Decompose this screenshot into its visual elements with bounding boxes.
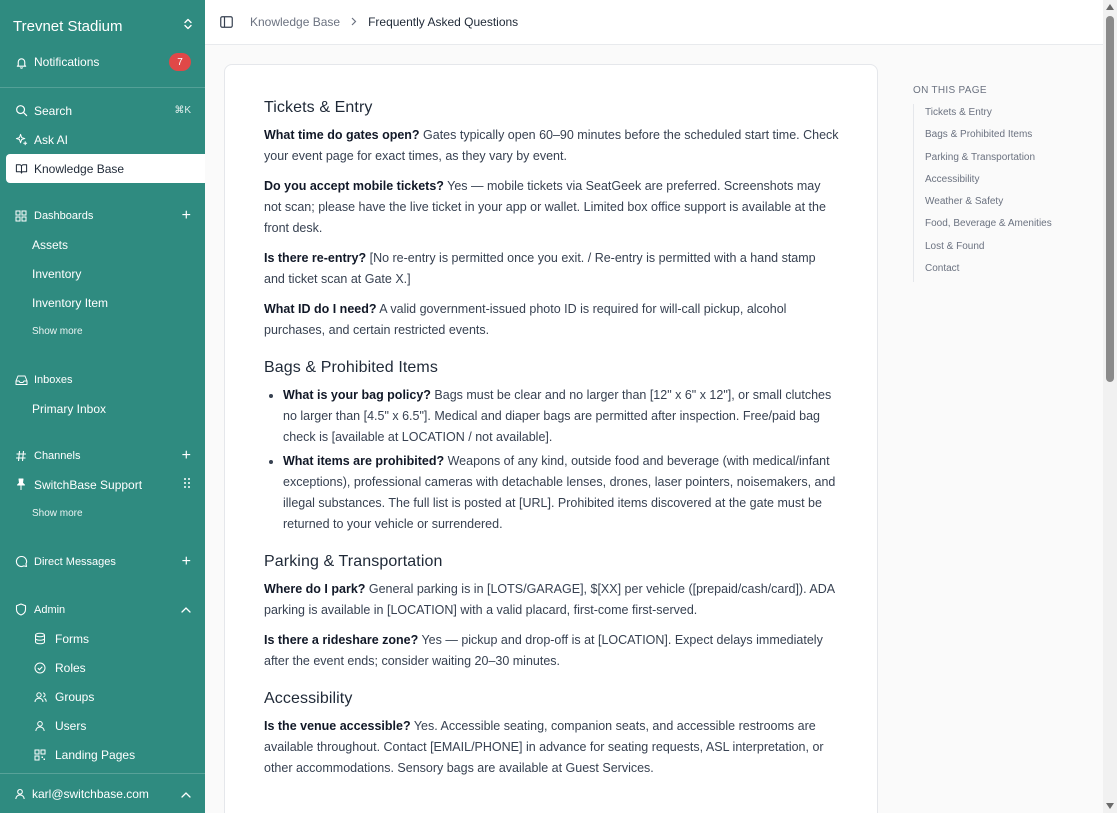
sidebar-item-label: Inventory Item <box>32 295 109 310</box>
channels-show-more[interactable] <box>0 499 205 528</box>
inboxes-header[interactable] <box>0 365 205 394</box>
notification-count-badge: 7 <box>169 53 191 71</box>
user-menu[interactable] <box>0 773 205 813</box>
faq-question: What ID do I need? <box>264 302 377 316</box>
direct-messages-label: Direct Messages <box>34 555 116 568</box>
sidebar-item-label: Inventory <box>32 266 82 281</box>
faq-answer: Yes. Accessible seating, companion seats, and accessible restrooms are available throughout. Contact [EMAIL/PHONE] in advance for seating requests, ASL interpretation, or other accommodations. Sensory bags are available at Guest Services. <box>264 719 824 775</box>
toc-list <box>913 104 1083 282</box>
book-open-icon <box>14 162 28 176</box>
chevron-up-down-icon <box>183 17 193 35</box>
drag-handle-icon[interactable] <box>183 477 191 492</box>
faq-item <box>264 716 839 779</box>
faq-question: Is there re-entry? <box>264 251 367 265</box>
faq-item <box>283 385 839 448</box>
sidebar-item-landing-pages[interactable] <box>0 740 205 769</box>
sidebar <box>0 0 205 813</box>
faq-answer: Bags must be clear and no larger than [12" x 6" x 12"], or small clutches no larger than [4.5" x 6.5"]. Medical and diaper bags are permitted after inspection. Free/paid bag check is [available at LOCATION / not available]. <box>283 388 832 444</box>
sidebar-item-groups[interactable] <box>0 682 205 711</box>
sidebar-item-label: Forms <box>55 631 89 646</box>
toc-link-tickets[interactable]: Tickets & Entry <box>925 107 992 118</box>
chevron-right-icon <box>351 15 357 29</box>
faq-question: Do you accept mobile tickets? <box>264 179 444 193</box>
sidebar-item-roles[interactable] <box>0 653 205 682</box>
sidebar-item-primary-inbox[interactable] <box>0 394 205 423</box>
faq-question: What items are prohibited? <box>283 454 445 468</box>
toc-link-parking[interactable]: Parking & Transportation <box>925 151 1036 163</box>
scroll-down-arrow-icon[interactable] <box>1106 803 1114 809</box>
sidebar-item-label: Assets <box>32 237 69 252</box>
ask-ai-item[interactable] <box>0 125 205 154</box>
toc-link-accessibility[interactable]: Accessibility <box>925 173 980 185</box>
article-card <box>224 64 878 813</box>
ask-ai-label: Ask AI <box>34 132 69 147</box>
section-heading-tickets: Tickets & Entry <box>264 99 373 116</box>
workspace-name: Trevnet Stadium <box>13 17 123 35</box>
hash-icon <box>14 449 28 463</box>
knowledge-base-item[interactable] <box>6 154 205 183</box>
toc-link-food[interactable]: Food, Beverage & Amenities <box>925 218 1052 230</box>
notifications-item[interactable] <box>0 50 205 74</box>
faq-answer: Weapons of any kind, outside food and beverage (with medical/infant exceptions), professional cameras with detachable lenses, drones, laser pointers, noisemakers, and illegal substances. The full list is posted at [URL]. Prohibited items discovered at the gate must be returned to your vehicle or surrendered. <box>283 454 836 531</box>
faq-question: What time do gates open? <box>264 128 420 142</box>
faq-question: Is the venue accessible? <box>264 719 411 733</box>
scrollbar[interactable] <box>1103 0 1117 813</box>
inbox-icon <box>14 373 28 387</box>
pin-icon <box>14 478 28 492</box>
shield-icon <box>14 603 28 617</box>
faq-question: Where do I park? <box>264 582 366 596</box>
faq-item <box>264 630 839 672</box>
search-item[interactable] <box>0 96 205 125</box>
faq-answer: General parking is in [LOTS/GARAGE], $[XX] per vehicle ([prepaid/cash/card]). ADA parking is available in [LOCATION] with a valid placard, first-come first-served. <box>264 582 835 617</box>
database-icon <box>33 632 47 646</box>
sidebar-item-inventory[interactable] <box>0 259 205 288</box>
faq-answer: Yes — mobile tickets via SeatGeek are preferred. Screenshots may not scan; please have the live ticket in your app or wallet. Limited box office support is available at the front desk. <box>264 179 826 235</box>
faq-item <box>264 125 839 167</box>
main-content <box>205 45 1103 813</box>
toc-link-lost-found[interactable]: Lost & Found <box>925 240 985 252</box>
sidebar-item-label: Roles <box>55 660 86 675</box>
chevron-up-icon[interactable] <box>181 604 191 616</box>
admin-header[interactable] <box>0 595 205 624</box>
faq-question: What is your bag policy? <box>283 388 431 402</box>
notifications-label: Notifications <box>34 55 100 69</box>
toc-title: ON THIS PAGE <box>913 85 987 96</box>
toc-link-weather[interactable]: Weather & Safety <box>925 196 1004 208</box>
users-icon <box>33 690 47 704</box>
inboxes-label: Inboxes <box>34 373 73 386</box>
direct-messages-header[interactable] <box>0 547 205 576</box>
breadcrumb <box>250 15 518 29</box>
faq-item <box>264 299 839 341</box>
sidebar-item-users[interactable] <box>0 711 205 740</box>
workspace-switcher[interactable] <box>0 0 205 52</box>
sparkle-icon <box>14 133 28 147</box>
dashboards-header[interactable] <box>0 201 205 230</box>
search-icon <box>14 104 28 118</box>
faq-list <box>264 385 839 535</box>
sidebar-item-assets[interactable] <box>0 230 205 259</box>
knowledge-base-label: Knowledge Base <box>34 161 125 176</box>
sidebar-item-inventory-item[interactable] <box>0 288 205 317</box>
search-shortcut: ⌘K <box>174 105 191 116</box>
channels-label: Channels <box>34 449 81 462</box>
dashboard-grid-icon <box>14 209 28 223</box>
table-of-contents <box>913 85 1083 282</box>
sidebar-item-label: Landing Pages <box>55 747 136 762</box>
faq-item <box>264 176 839 239</box>
add-channel-icon[interactable]: + <box>181 446 191 464</box>
faq-item <box>264 579 839 621</box>
user-icon <box>14 788 26 800</box>
show-more-label: Show more <box>32 326 83 337</box>
show-more-label: Show more <box>32 508 83 519</box>
bell-icon <box>14 55 28 69</box>
sidebar-item-label: Primary Inbox <box>32 401 107 416</box>
scroll-up-arrow-icon[interactable] <box>1106 4 1114 10</box>
sidebar-item-label: SwitchBase Support <box>34 477 143 492</box>
toc-link-bags[interactable]: Bags & Prohibited Items <box>925 129 1033 141</box>
section-heading-bags: Bags & Prohibited Items <box>264 359 438 376</box>
faq-item <box>283 451 839 535</box>
dashboards-label: Dashboards <box>34 209 94 222</box>
admin-label: Admin <box>34 603 66 616</box>
section-heading-accessibility: Accessibility <box>264 690 353 707</box>
dashboards-show-more[interactable] <box>0 317 205 346</box>
sidebar-item-switchbase-support[interactable] <box>0 470 205 499</box>
add-direct-message-icon[interactable]: + <box>181 552 191 570</box>
faq-answer: Yes — pickup and drop-off is at [LOCATION]. Expect delays immediately after the event ends; consider waiting 20–30 minutes. <box>264 633 823 668</box>
user-email: karl@switchbase.com <box>32 786 149 801</box>
sidebar-item-forms[interactable] <box>0 624 205 653</box>
chevron-up-icon <box>181 787 191 801</box>
user-icon <box>33 719 47 733</box>
faq-question: Is there a rideshare zone? <box>264 633 419 647</box>
qr-code-icon <box>33 748 47 762</box>
chat-bubble-icon <box>14 555 28 569</box>
faq-answer: [No re-entry is permitted once you exit. / Re-entry is permitted with a hand stamp and ticket scan at Gate X.] <box>264 251 816 286</box>
scrollbar-thumb[interactable] <box>1106 16 1114 382</box>
toc-link-contact[interactable]: Contact <box>925 263 960 275</box>
breadcrumb-current: Frequently Asked Questions <box>368 15 519 29</box>
faq-answer: A valid government-issued photo ID is required for will-call pickup, alcohol purchases, and certain restricted events. <box>264 302 787 337</box>
search-label: Search <box>34 103 73 118</box>
faq-item <box>264 248 839 290</box>
faq-answer: Gates typically open 60–90 minutes before the scheduled start time. Check your event page for exact times, as they vary by event. <box>264 128 839 163</box>
breadcrumb-knowledge-base[interactable]: Knowledge Base <box>250 15 341 29</box>
sidebar-item-label: Groups <box>55 689 95 704</box>
check-circle-icon <box>33 661 47 675</box>
sidebar-toggle-icon[interactable] <box>220 16 233 28</box>
section-heading-parking: Parking & Transportation <box>264 553 443 570</box>
top-bar <box>205 0 1103 45</box>
add-dashboard-icon[interactable]: + <box>181 206 191 224</box>
sidebar-item-label: Users <box>55 718 87 733</box>
channels-header[interactable] <box>0 441 205 470</box>
